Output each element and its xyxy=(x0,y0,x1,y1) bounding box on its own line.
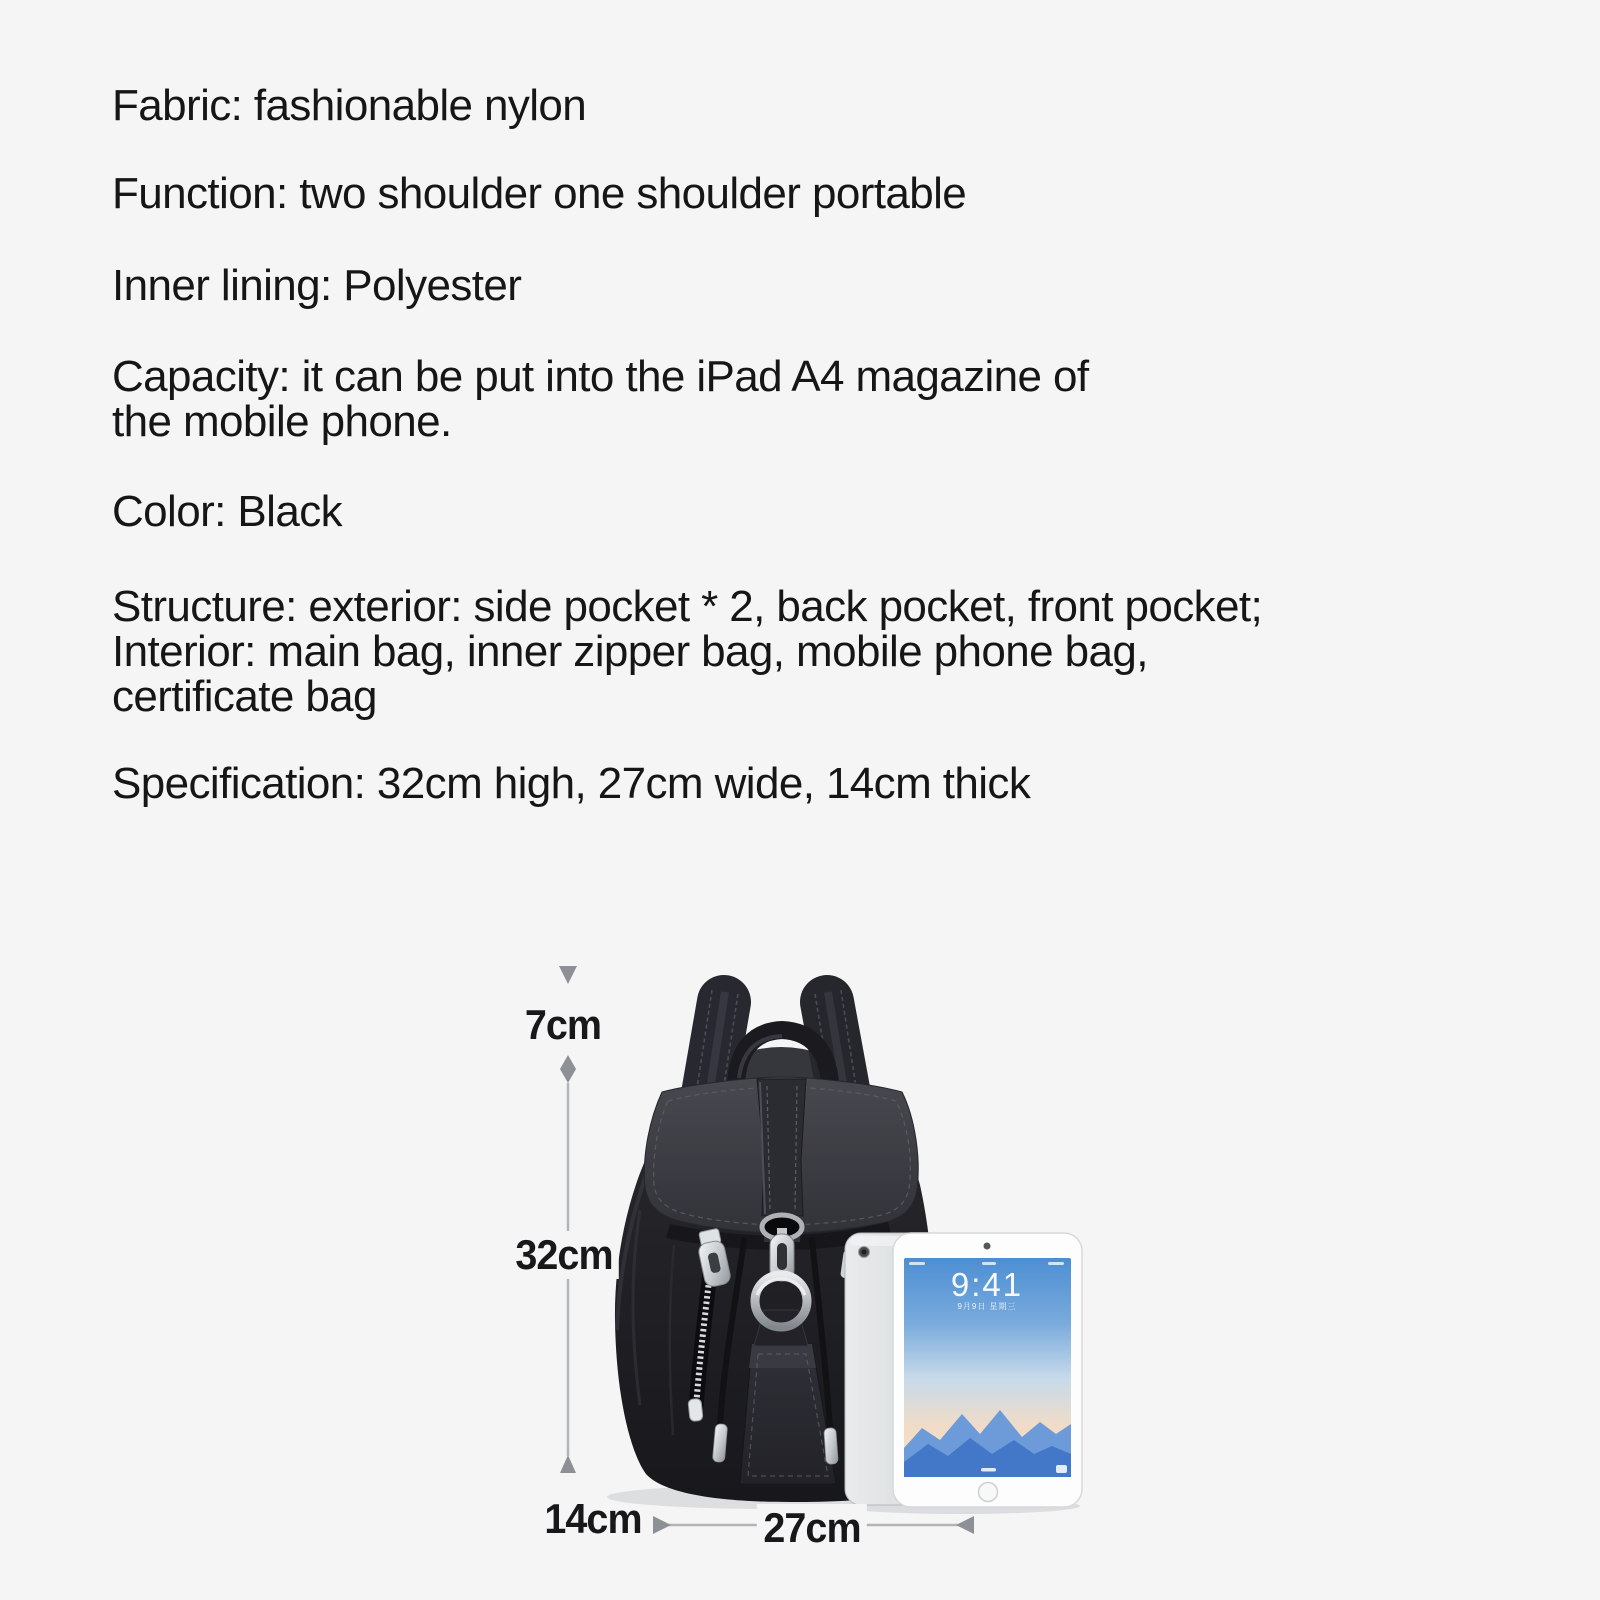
dim-label-14cm: 14cm xyxy=(544,1495,642,1542)
dim-label-27cm: 27cm xyxy=(757,1504,867,1552)
center-strap xyxy=(757,1079,806,1242)
home-button xyxy=(979,1483,998,1502)
spec-line-structure-3: certificate bag xyxy=(112,672,377,721)
spec-line-lining: Inner lining: Polyester xyxy=(112,261,522,310)
arrow-27cm-right-icon xyxy=(956,1516,974,1534)
spec-line-capacity-1: Capacity: it can be put into the iPad A4 magazine of xyxy=(112,352,1089,401)
diamond-arrow-icon xyxy=(560,1055,576,1083)
spec-line-structure-2: Interior: main bag, inner zipper bag, mobile phone bag, xyxy=(112,627,1148,676)
spec-line-structure-1: Structure: exterior: side pocket * 2, back pocket, front pocket; xyxy=(112,582,1263,631)
spec-line-fabric: Fabric: fashionable nylon xyxy=(112,81,587,130)
spec-line-specification: Specification: 32cm high, 27cm wide, 14cm thick xyxy=(112,759,1031,808)
dim-label-32cm: 32cm xyxy=(509,1231,619,1279)
dim-label-7cm: 7cm xyxy=(524,1001,602,1048)
arrow-7cm-top-icon xyxy=(559,966,577,984)
ipad-date: 9月9日 星期三 xyxy=(957,1302,1017,1311)
spec-line-color: Color: Black xyxy=(112,487,342,536)
camera-glyph xyxy=(1056,1465,1067,1473)
spec-line-function: Function: two shoulder one shoulder portable xyxy=(112,169,967,218)
front-camera-icon xyxy=(984,1243,991,1250)
spec-line-capacity-2: the mobile phone. xyxy=(112,397,452,446)
unlock-dash xyxy=(981,1468,996,1472)
arrow-32cm-bottom-icon xyxy=(560,1455,576,1473)
arrow-27cm-left-icon xyxy=(653,1516,671,1534)
ipad-clock: 9:41 xyxy=(950,1266,1024,1303)
zipper-end-stop xyxy=(688,1398,703,1421)
